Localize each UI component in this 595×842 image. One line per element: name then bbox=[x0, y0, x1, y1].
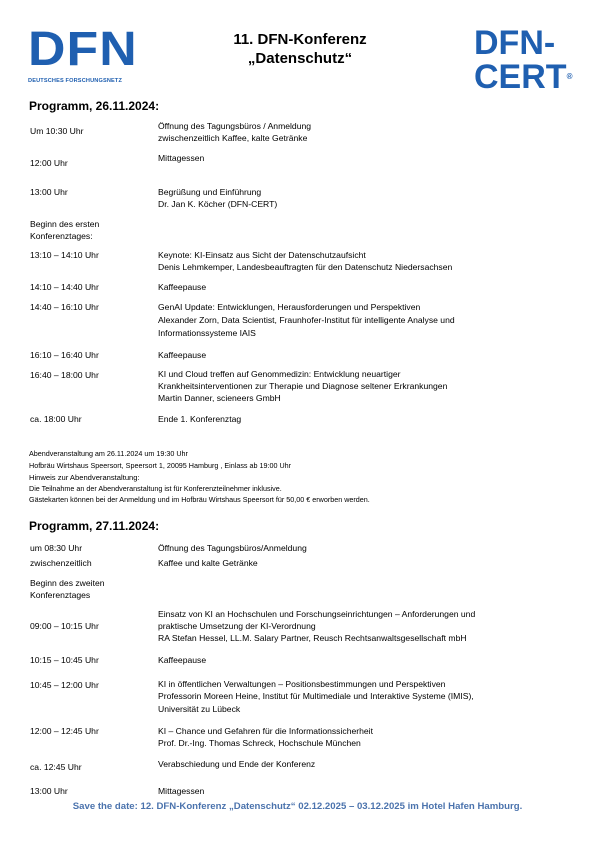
conference-title bbox=[200, 30, 400, 68]
day1-row-text: Alexander Zorn, Data Scientist, Fraunhofer-Institut für intelligente Analyse und bbox=[158, 315, 455, 325]
save-the-date-footer: Save the date: 12. DFN-Konferenz „Datenschutz“ 02.12.2025 – 03.12.2025 im Hotel Hafen Hamburg. bbox=[72, 801, 523, 812]
day1-row-text: zwischenzeitlich Kaffee, kalte Getränke bbox=[158, 133, 308, 143]
title-line-2: „Datenschutz“ bbox=[247, 50, 353, 67]
day2-row-text: Einsatz von KI an Hochschulen und Forschungseinrichtungen – Anforderungen und bbox=[158, 609, 476, 619]
day1-row-text: Martin Danner, scieneers GmbH bbox=[158, 393, 281, 403]
day2-row-text: KI – Chance und Gefahren für die Informationssicherheit bbox=[158, 726, 373, 736]
day1-row-text: Keynote: KI-Einsatz aus Sicht der Datenschutzaufsicht bbox=[158, 250, 366, 260]
day1-row-time: 12:00 Uhr bbox=[30, 158, 68, 168]
dfn-cert-logo bbox=[474, 24, 573, 96]
evening-line: Gästekarten können bei der Anmeldung und im Hofbräu Wirtshaus Speersort für 50,00 € erworben werden. bbox=[29, 495, 370, 504]
day1-row-text: Krankheitsinterventionen zur Therapie und Diagnose seltener Erkrankungen bbox=[158, 381, 448, 391]
title-line-1: 11. DFN-Konferenz bbox=[233, 31, 367, 48]
day2-row-text: Mittagessen bbox=[158, 786, 205, 796]
dfn-cert-logo-line2 bbox=[474, 58, 573, 96]
day2-row-text: KI in öffentlichen Verwaltungen – Positionsbestimmungen und Perspektiven bbox=[158, 679, 446, 689]
day1-row-text: Denis Lehmkemper, Landesbeauftragten für den Datenschutz Niedersachsen bbox=[158, 262, 453, 272]
day2-row-text: Prof. Dr.-Ing. Thomas Schreck, Hochschule München bbox=[158, 738, 361, 748]
day1-row-text: Informationssysteme IAIS bbox=[158, 328, 256, 338]
dfn-logo-text: DFN bbox=[28, 23, 138, 76]
day1-row-time: 13:00 Uhr bbox=[30, 187, 68, 197]
day1-row-text: Begrüßung und Einführung bbox=[158, 187, 262, 197]
day1-row-text: Mittagessen bbox=[158, 153, 205, 163]
day1-heading: Programm, 26.11.2024: bbox=[29, 99, 160, 113]
day2-row-time: 13:00 Uhr bbox=[30, 786, 68, 796]
day2-row-text: praktische Umsetzung der KI-Verordnung bbox=[158, 621, 316, 631]
day2-row-text: Kaffee und kalte Getränke bbox=[158, 558, 258, 568]
day2-row-text: Verabschiedung und Ende der Konferenz bbox=[158, 759, 316, 769]
day2-row-text: Kaffeepause bbox=[158, 655, 207, 665]
day1-row-text: Öffnung des Tagungsbüros / Anmeldung bbox=[158, 121, 312, 131]
day1-row-text: Ende 1. Konferenztag bbox=[158, 414, 242, 424]
day1-row-text: KI und Cloud treffen auf Genommedizin: Entwicklung neuartiger bbox=[158, 369, 401, 379]
evening-line: Hofbräu Wirtshaus Speersort, Speersort 1, 20095 Hamburg , Einlass ab 19:00 Uhr bbox=[29, 461, 292, 470]
day2-heading: Programm, 27.11.2024: bbox=[29, 519, 160, 533]
day2-row-time: Beginn des zweiten bbox=[30, 578, 105, 588]
day2-row-time: Konferenztages bbox=[30, 590, 91, 600]
day1-row-time: 16:10 – 16:40 Uhr bbox=[30, 350, 99, 360]
day1-row-time: 16:40 – 18:00 Uhr bbox=[30, 370, 99, 380]
day1-row-text: Kaffeepause bbox=[158, 282, 207, 292]
day2-row-time: 10:45 – 12:00 Uhr bbox=[30, 680, 99, 690]
day2-row-text: Professorin Moreen Heine, Institut für Multimediale und Interaktive Systeme (IMIS), bbox=[158, 691, 474, 701]
day2-row-time: 09:00 – 10:15 Uhr bbox=[30, 621, 99, 631]
day2-row-time: ca. 12:45 Uhr bbox=[30, 762, 82, 772]
dfn-cert-logo-line1: DFN- bbox=[474, 24, 556, 62]
dfn-cert-logo-cert: CERT bbox=[474, 58, 567, 96]
evening-line: Hinweis zur Abendveranstaltung: bbox=[29, 473, 140, 482]
day1-row-time: Konferenztages: bbox=[30, 231, 93, 241]
day2-row-time: um 08:30 Uhr bbox=[30, 543, 83, 553]
evening-line: Die Teilnahme an der Abendveranstaltung ist für Konferenzteilnehmer inklusive. bbox=[29, 484, 282, 493]
dfn-logo-subtitle: DEUTSCHES FORSCHUNGSNETZ bbox=[28, 78, 123, 84]
day2-row-time: 10:15 – 10:45 Uhr bbox=[30, 655, 99, 665]
day1-row-time: 13:10 – 14:10 Uhr bbox=[30, 250, 99, 260]
day1-row-time: ca. 18:00 Uhr bbox=[30, 414, 82, 424]
day2-row-text: Öffnung des Tagungsbüros/Anmeldung bbox=[158, 543, 307, 553]
registered-mark: ® bbox=[566, 72, 573, 81]
day1-row-text: GenAI Update: Entwicklungen, Herausforderungen und Perspektiven bbox=[158, 302, 421, 312]
day1-row-text: Dr. Jan K. Köcher (DFN-CERT) bbox=[158, 199, 278, 209]
evening-line: Abendveranstaltung am 26.11.2024 um 19:30 Uhr bbox=[29, 449, 188, 458]
day1-row-text: Kaffeepause bbox=[158, 350, 207, 360]
day1-row-time: 14:40 – 16:10 Uhr bbox=[30, 302, 99, 312]
day1-row-time: 14:10 – 14:40 Uhr bbox=[30, 282, 99, 292]
day2-row-text: RA Stefan Hessel, LL.M. Salary Partner, Reusch Rechtsanwaltsgesellschaft mbH bbox=[158, 633, 467, 643]
day1-row-time: Beginn des ersten bbox=[30, 219, 100, 229]
day2-row-time: zwischenzeitlich bbox=[30, 558, 92, 568]
day2-row-time: 12:00 – 12:45 Uhr bbox=[30, 726, 99, 736]
day2-row-text: Universität zu Lübeck bbox=[158, 704, 241, 714]
dfn-logo bbox=[28, 23, 138, 84]
day1-row-time: Um 10:30 Uhr bbox=[30, 126, 84, 136]
